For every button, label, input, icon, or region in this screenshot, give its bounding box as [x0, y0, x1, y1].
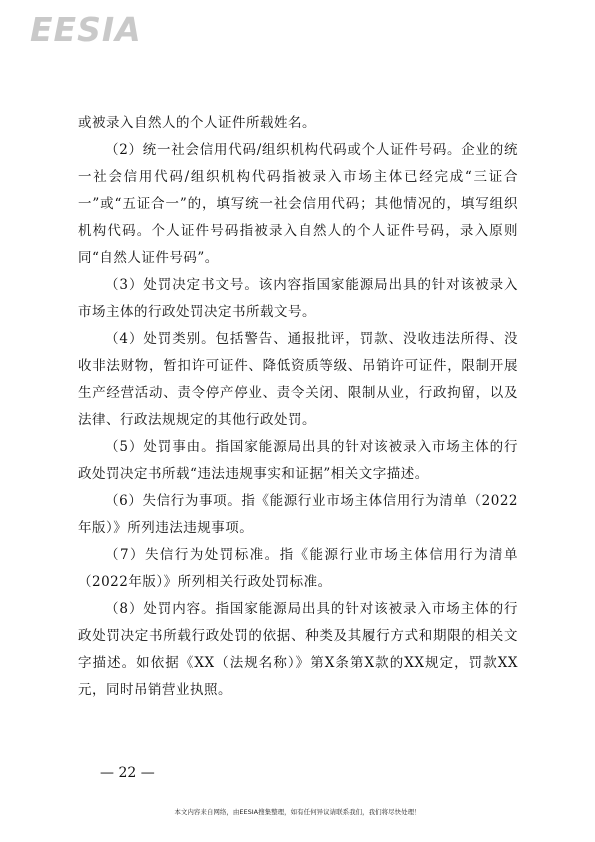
- paragraph-decision-number: （3）处罚决定书文号。该内容指国家能源局出具的针对该被录入市场主体的行政处罚决定书所载文号。: [78, 277, 518, 320]
- paragraph-penalty-reason: （5）处罚事由。指国家能源局出具的针对该被录入市场主体的行政处罚决定书所载“违法违规事实和证据”相关文字描述。: [78, 439, 518, 482]
- paragraph-penalty-category: （4）处罚类别。包括警告、通报批评，罚款、没收违法所得、没收非法财物，暂扣许可证件、降低资质等级、吊销许可证件，限制开展生产经营活动、责令停产停业、责令关闭、限制从业，行政拘留，以及法律、行政法规规定的其他行政处罚。: [78, 331, 518, 428]
- paragraph-dishonest-behavior: （6）失信行为事项。指《能源行业市场主体信用行为清单（2022年版）》所列违法违规事项。: [78, 493, 518, 536]
- paragraph-continuation: 或被录入自然人的个人证件所载姓名。: [78, 115, 316, 131]
- document-body: [78, 110, 518, 704]
- paragraph-penalty-content: （8）处罚内容。指国家能源局出具的针对该被录入市场主体的行政处罚决定书所载行政处罚的依据、种类及其履行方式和期限的相关文字描述。如依据《XX（法规名称）》第X条第X款的XX规定，罚款XX元，同时吊销营业执照。: [78, 601, 518, 698]
- page-number: — 22 —: [100, 765, 155, 781]
- paragraph-credit-code: （2）统一社会信用代码/组织机构代码或个人证件号码。企业的统一社会信用代码/组织机构代码指被录入市场主体已经完成“三证合一”或“五证合一”的，填写统一社会信用代码；其他情况的，填写组织机构代码。个人证件号码指被录入自然人的个人证件号码，录入原则同“自然人证件号码”。: [78, 142, 518, 266]
- eesia-logo: EESIA: [30, 10, 142, 49]
- paragraph-penalty-standard: （7）失信行为处罚标准。指《能源行业市场主体信用行为清单（2022年版）》所列相关行政处罚标准。: [78, 547, 518, 590]
- footer-disclaimer: 本文内容来自网络，由EESIA搜集整理，如有任何异议请联系我们，我们将尽快处理！: [174, 808, 421, 816]
